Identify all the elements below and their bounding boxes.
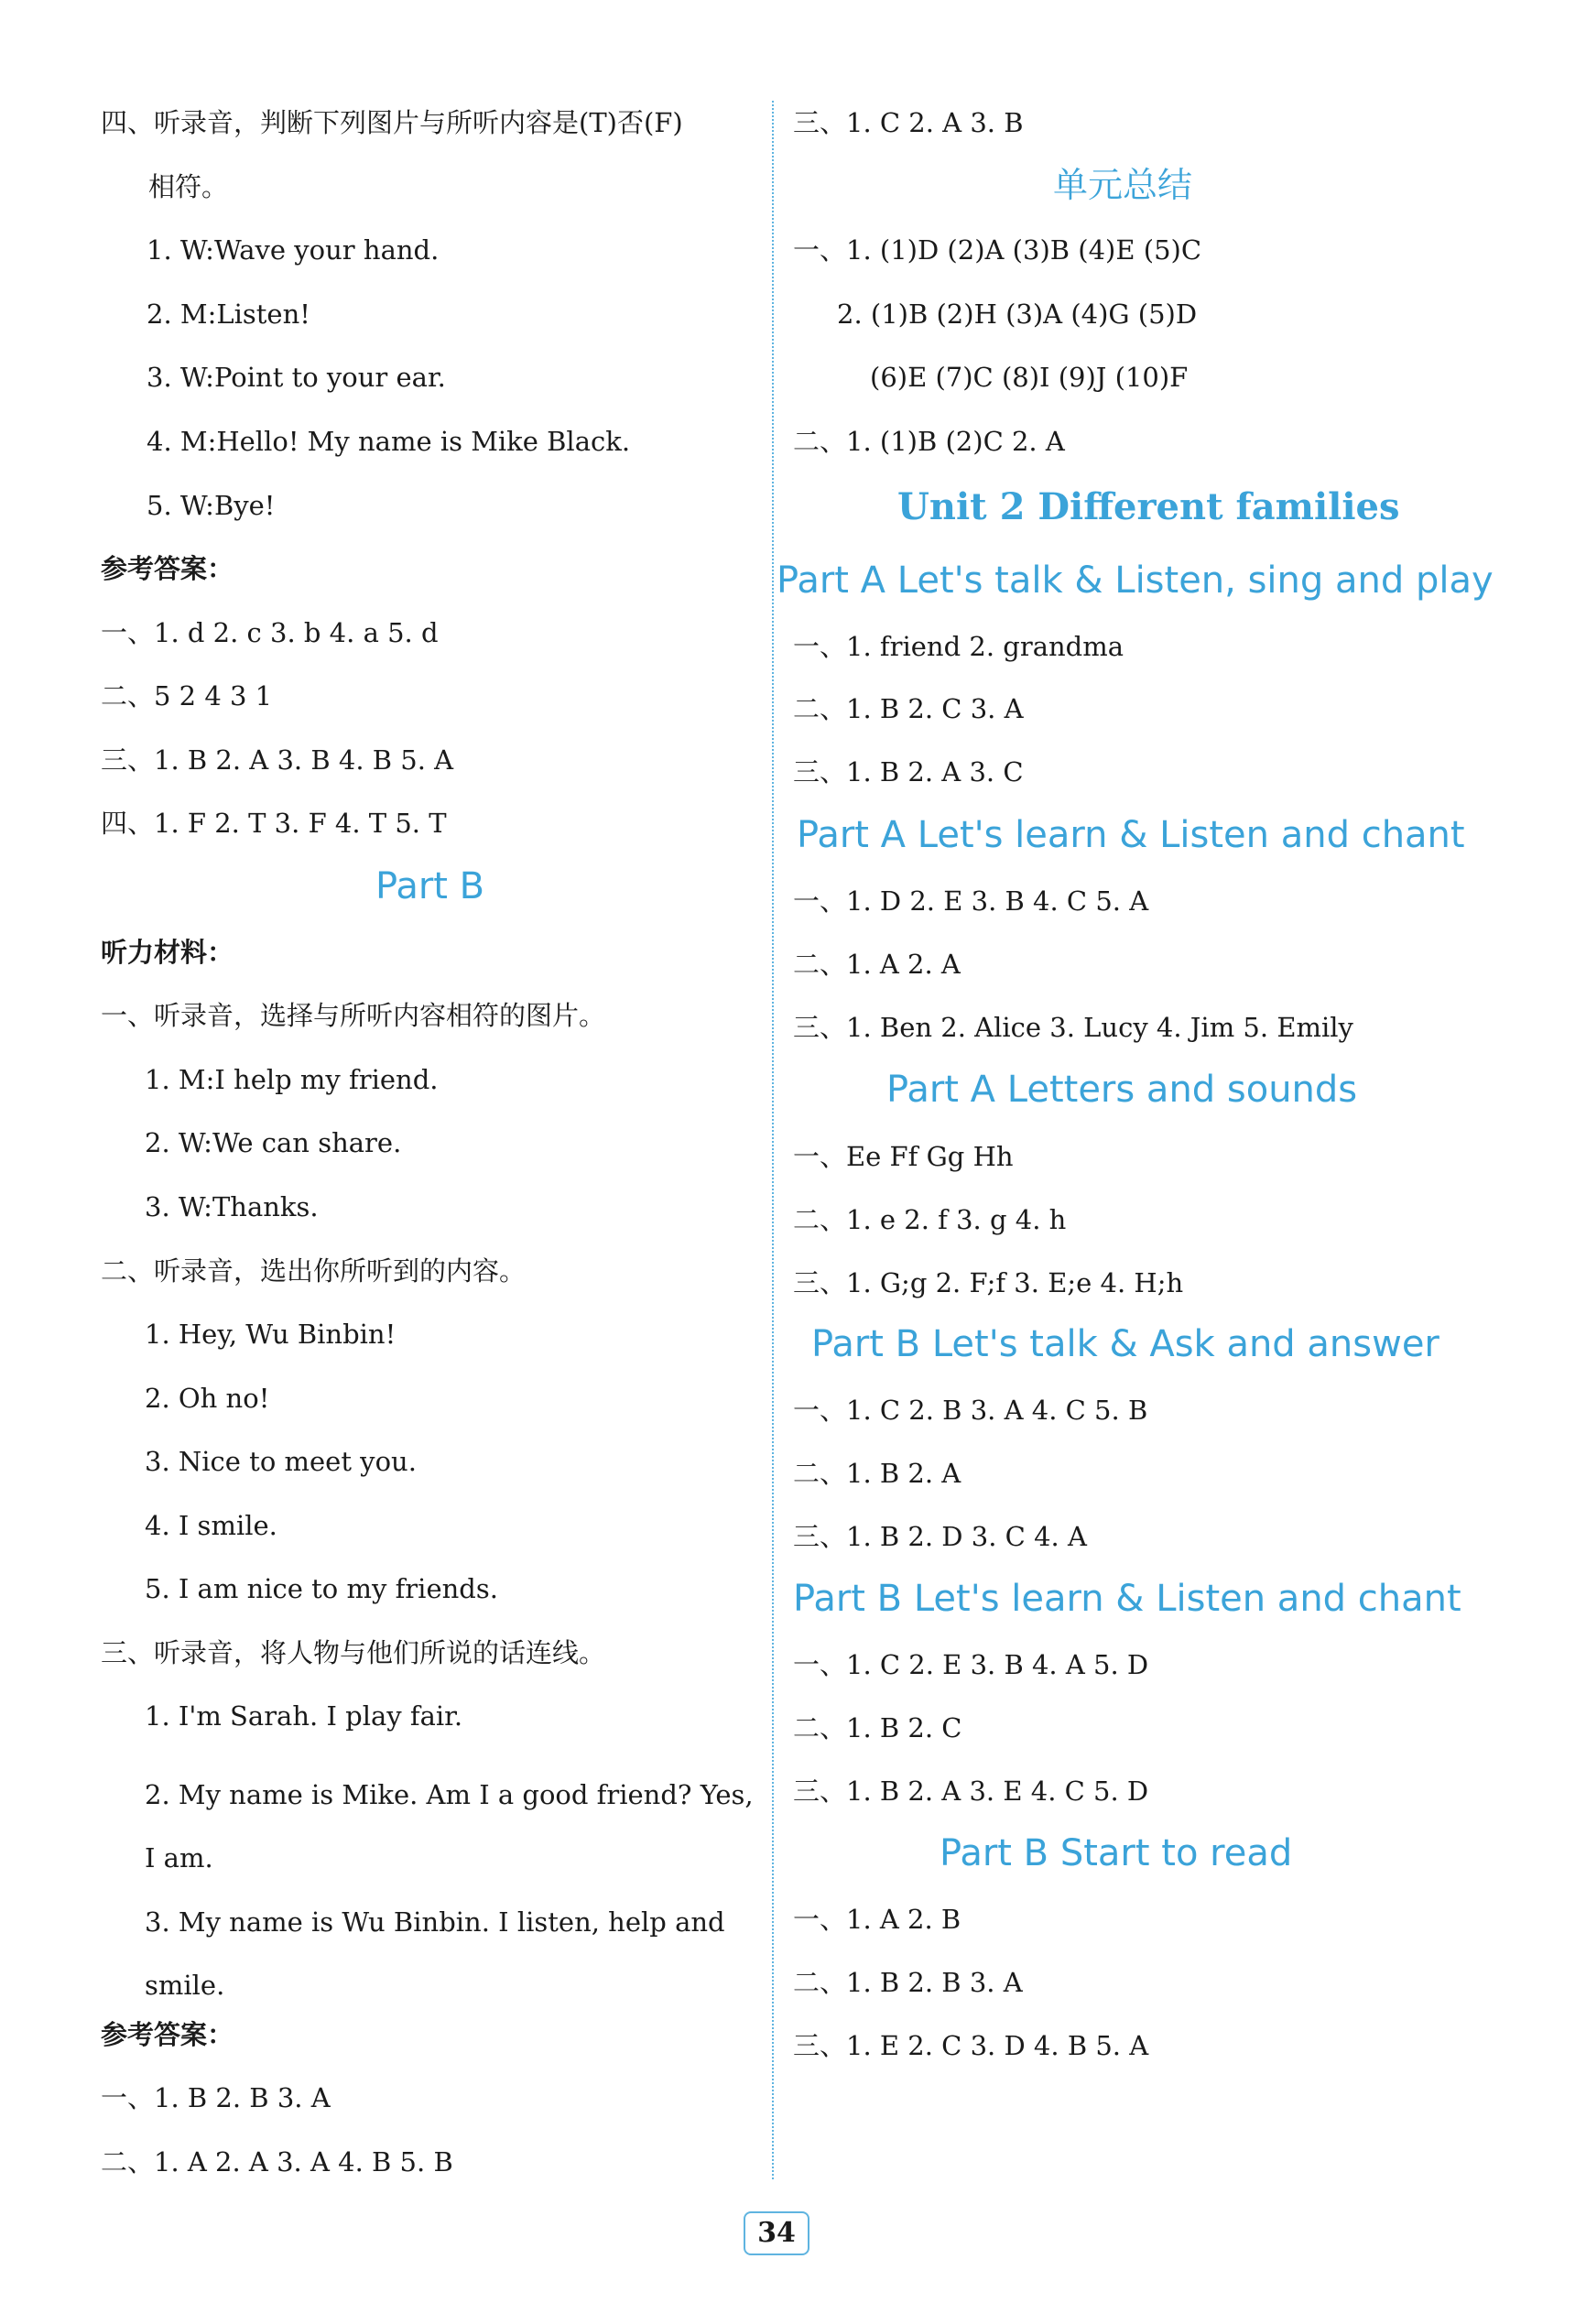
section-heading: Part B Start to read: [940, 1832, 1293, 1874]
section-heading: Part A Let's talk & Listen, sing and play: [777, 559, 1494, 602]
answer-line: 三、1. B 2. A 3. B 4. B 5. A: [101, 744, 454, 776]
answer-line: 一、1. B 2. B 3. A: [101, 2082, 331, 2113]
sec4-item: 1. W:Wave your hand.: [147, 234, 440, 266]
section-line: 二、1. e 2. f 3. g 4. h: [793, 1204, 1067, 1235]
section-line: 二、1. B 2. C 3. A: [793, 693, 1024, 724]
section-line: 一、1. C 2. E 3. B 4. A 5. D: [793, 1649, 1149, 1680]
section-line: 三、1. B 2. A 3. C: [793, 756, 1024, 787]
section-line: 三、1. Ben 2. Alice 3. Lucy 4. Jim 5. Emily: [793, 1012, 1353, 1043]
section-line: 二、1. A 2. A: [793, 949, 961, 980]
section-line: 一、1. A 2. B: [793, 1904, 961, 1935]
section-line: 一、Ee Ff Gg Hh: [793, 1141, 1014, 1172]
summary-line: 2. (1)B (2)H (3)A (4)G (5)D: [837, 299, 1198, 330]
summary-line: 二、1. (1)B (2)C 2. A: [793, 426, 1065, 457]
column-divider: [772, 101, 774, 2179]
section-line: 二、1. B 2. C: [793, 1712, 962, 1743]
section-line: 二、1. B 2. A: [793, 1458, 961, 1489]
answer-line: 二、1. A 2. A 3. A 4. B 5. B: [101, 2146, 453, 2177]
section-heading: Part B Let's talk & Ask and answer: [811, 1323, 1439, 1365]
sec4-instruction: 四、听录音，判断下列图片与所听内容是(T)否(F): [101, 107, 683, 138]
answer-line: 四、1. F 2. T 3. F 4. T 5. T: [101, 808, 447, 839]
unit-heading: Unit 2 Different families: [897, 485, 1400, 528]
b1-instruction: 一、听录音，选择与所听内容相符的图片。: [101, 1000, 606, 1031]
sec4-item: 5. W:Bye!: [147, 490, 276, 521]
part-b-heading: Part B: [375, 865, 485, 907]
summary-heading: 单元总结: [1053, 165, 1193, 205]
b1-item: 3. W:Thanks.: [145, 1191, 319, 1222]
b2-item: 2. Oh no!: [145, 1383, 270, 1414]
sec4-instruction-cont: 相符。: [148, 171, 229, 202]
section-line: 三、1. B 2. A 3. E 4. C 5. D: [793, 1776, 1149, 1807]
answer-line: 一、1. d 2. c 3. b 4. a 5. d: [101, 617, 439, 648]
section-heading: Part B Let's learn & Listen and chant: [793, 1578, 1461, 1620]
section-line: 三、1. G;g 2. F;f 3. E;e 4. H;h: [793, 1267, 1184, 1298]
b3-item: 1. I'm Sarah. I play fair.: [145, 1700, 463, 1732]
answer-line: 二、5 2 4 3 1: [101, 680, 273, 711]
section-line: 三、1. B 2. D 3. C 4. A: [793, 1521, 1087, 1552]
b3-item: 2. My name is Mike. Am I a good friend? Yes, I am.: [145, 1779, 754, 1873]
answers-label: 参考答案：: [101, 553, 234, 584]
section-heading: Part A Let's learn & Listen and chant: [797, 814, 1465, 856]
section-line: 三、1. E 2. C 3. D 4. B 5. A: [793, 2030, 1149, 2061]
b2-instruction: 二、听录音，选出你所听到的内容。: [101, 1255, 527, 1287]
listening-label: 听力材料：: [101, 937, 234, 968]
sec4-item: 4. M:Hello! My name is Mike Black.: [147, 426, 631, 457]
b3-item: 3. My name is Wu Binbin. I listen, help and smile.: [145, 1906, 725, 2001]
summary-line: 一、1. (1)D (2)A (3)B (4)E (5)C: [793, 234, 1202, 266]
b2-item: 4. I smile.: [145, 1510, 277, 1541]
answer-line: 三、1. C 2. A 3. B: [793, 107, 1024, 138]
b3-instruction: 三、听录音，将人物与他们所说的话连线。: [101, 1637, 606, 1668]
b2-item: 5. I am nice to my friends.: [145, 1573, 498, 1604]
b1-item: 2. W:We can share.: [145, 1127, 402, 1158]
answers-label: 参考答案：: [101, 2019, 234, 2050]
page-number: 34: [744, 2211, 809, 2255]
section-line: 一、1. D 2. E 3. B 4. C 5. A: [793, 885, 1149, 917]
b1-item: 1. M:I help my friend.: [145, 1064, 439, 1095]
b2-item: 3. Nice to meet you.: [145, 1446, 417, 1477]
sec4-item: 2. M:Listen!: [147, 299, 310, 330]
b2-item: 1. Hey, Wu Binbin!: [145, 1319, 396, 1350]
section-heading: Part A Letters and sounds: [886, 1069, 1358, 1111]
section-line: 一、1. C 2. B 3. A 4. C 5. B: [793, 1395, 1148, 1426]
section-line: 二、1. B 2. B 3. A: [793, 1967, 1023, 1998]
sec4-item: 3. W:Point to your ear.: [147, 362, 446, 393]
section-line: 一、1. friend 2. grandma: [793, 631, 1124, 662]
summary-line: (6)E (7)C (8)I (9)J (10)F: [870, 362, 1189, 393]
